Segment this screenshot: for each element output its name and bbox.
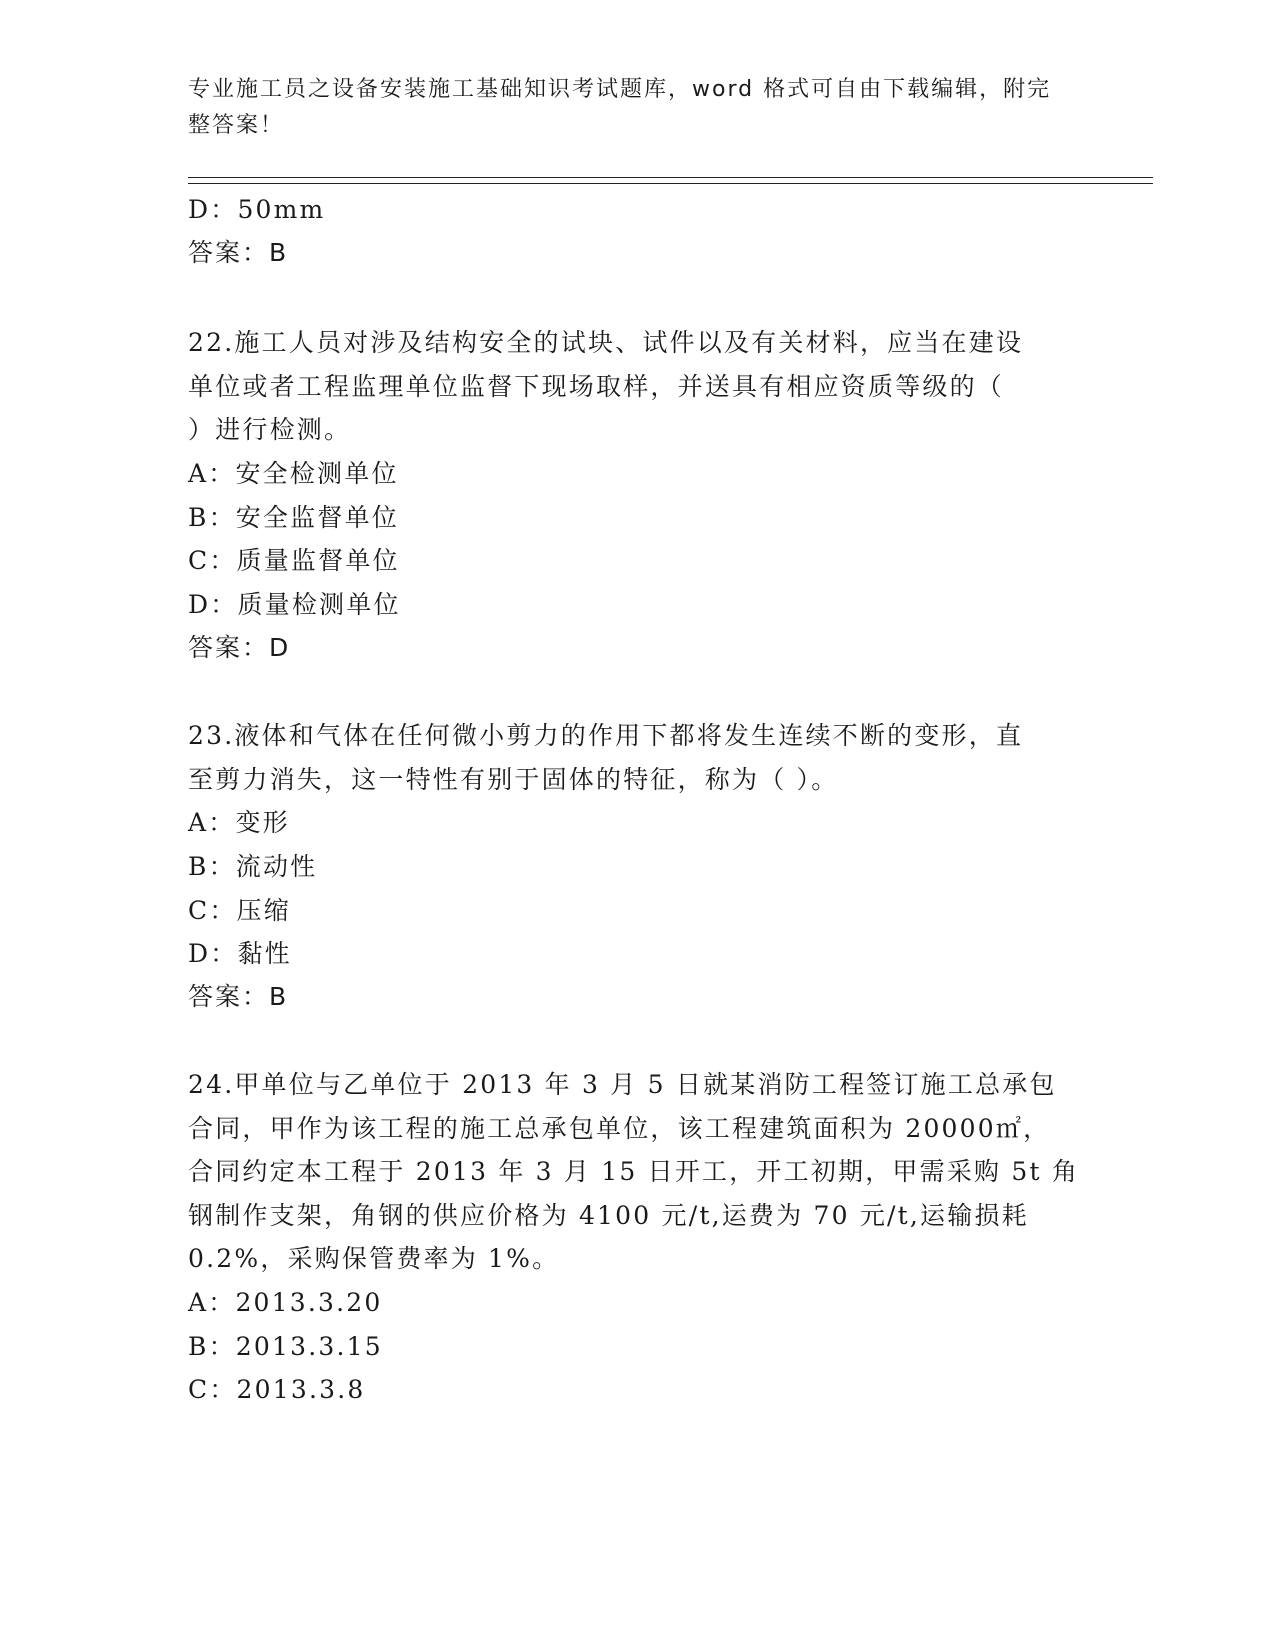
header-line-2: 整答案！ (188, 113, 285, 138)
q23-stem-line-1: 23.液体和气体在任何微小剪力的作用下都将发生连续不断的变形，直 (188, 721, 1024, 750)
header-line-1: 专业施工员之设备安装施工基础知识考试题库，word 格式可自由下载编辑，附完 (188, 77, 1052, 102)
q23-option-d: D：黏性 (188, 939, 292, 968)
q24-stem-line-1: 24.甲单位与乙单位于 2013 年 3 月 5 日就某消防工程签订施工总承包 (188, 1070, 1057, 1099)
q24-stem-line-2: 合同，甲作为该工程的施工总承包单位，该工程建筑面积为 20000㎡， (188, 1114, 1051, 1143)
header-divider-top (188, 177, 1153, 178)
q22-option-c: C：质量监督单位 (188, 546, 400, 575)
q22-option-d: D：质量检测单位 (188, 590, 401, 619)
q24-option-c: C：2013.3.8 (188, 1375, 366, 1404)
q23-option-a: A：变形 (188, 808, 290, 837)
prev-option-d: D：50mm (188, 195, 326, 224)
q22-option-b: B：安全监督单位 (188, 503, 399, 532)
q23-option-b: B：流动性 (188, 852, 318, 881)
prev-answer: 答案：B (188, 238, 289, 267)
q22-stem-line-2: 单位或者工程监理单位监督下现场取样，并送具有相应资质等级的（ (188, 372, 1005, 401)
header-divider-bottom (188, 183, 1153, 184)
q24-option-a: A：2013.3.20 (188, 1288, 383, 1317)
q22-answer: 答案：D (188, 633, 291, 662)
q23-answer: 答案：B (188, 982, 289, 1011)
q22-option-a: A：安全检测单位 (188, 459, 399, 488)
q24-stem-line-5: 0.2%，采购保管费率为 1%。 (188, 1244, 560, 1273)
q23-option-c: C：压缩 (188, 896, 291, 925)
q22-stem-line-1: 22.施工人员对涉及结构安全的试块、试件以及有关材料，应当在建设 (188, 328, 1024, 357)
q23-stem-line-2: 至剪力消失，这一特性有别于固体的特征，称为（ ）。 (188, 765, 839, 794)
q22-stem-line-3: ）进行检测。 (188, 415, 352, 444)
document-header (188, 72, 1068, 144)
q24-stem-line-3: 合同约定本工程于 2013 年 3 月 15 日开工，开工初期，甲需采购 5t 角 (188, 1157, 1080, 1186)
q24-option-b: B：2013.3.15 (188, 1332, 383, 1361)
q24-stem-line-4: 钢制作支架，角钢的供应价格为 4100 元/t,运费为 70 元/t,运输损耗 (188, 1201, 1029, 1230)
